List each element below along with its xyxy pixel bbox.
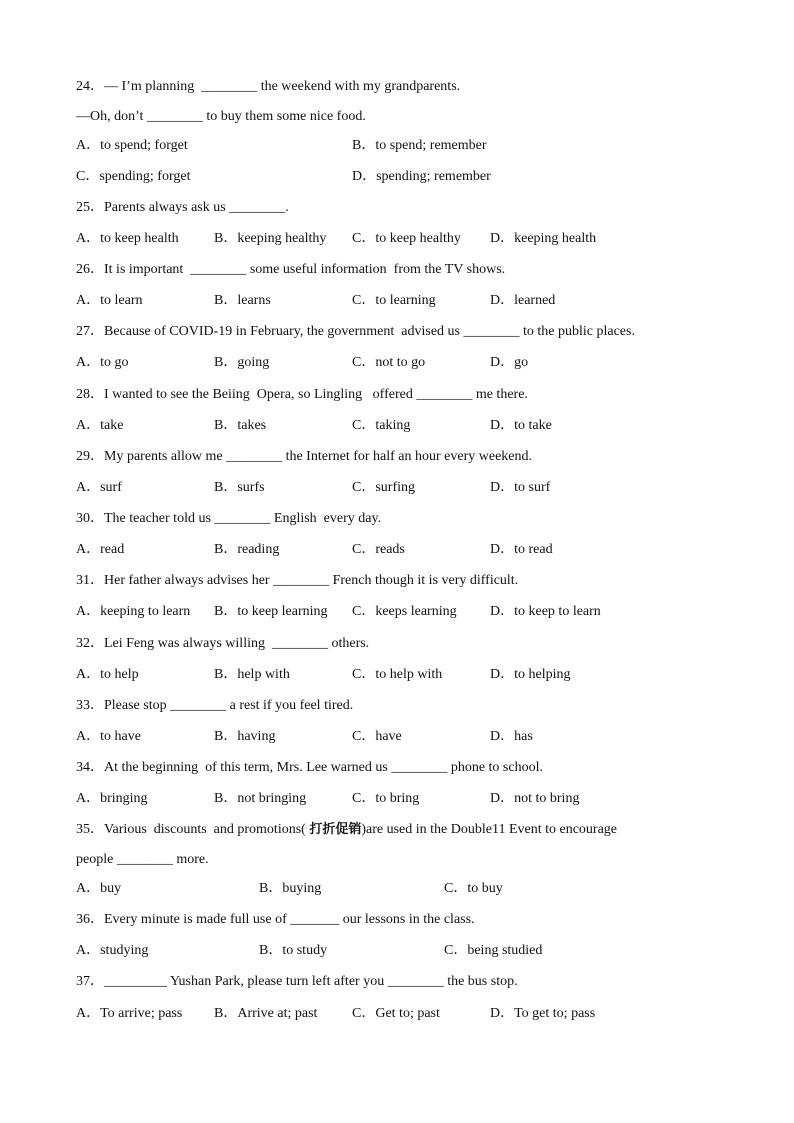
option-a[interactable]: A．to help	[76, 667, 139, 682]
option-b[interactable]: B．surfs	[214, 480, 265, 495]
option-c[interactable]: C．not to go	[352, 355, 426, 370]
question-27-options	[76, 354, 736, 372]
option-d[interactable]: D．keeping health	[490, 231, 597, 246]
option-a[interactable]: A．keeping to learn	[76, 604, 191, 619]
question-33-stem: 33．Please stop ________ a rest if you feel tired.	[76, 698, 354, 713]
option-d[interactable]: D．To get to; pass	[490, 1006, 596, 1021]
question-35-stem: 35．Various discounts and promotions( 打折促销)are used in the Double11 Event to encourage	[76, 822, 618, 837]
question-28-stem: 28．I wanted to see the Beiing Opera, so Lingling offered ________ me there.	[76, 387, 528, 402]
option-c[interactable]: C．reads	[352, 542, 405, 557]
option-d[interactable]: D．to helping	[490, 667, 571, 682]
option-b[interactable]: B．to study	[259, 943, 328, 958]
question-32-options	[76, 666, 736, 684]
option-b[interactable]: B．not bringing	[214, 791, 307, 806]
option-b[interactable]: B．reading	[214, 542, 280, 557]
option-c[interactable]: C．to learning	[352, 293, 436, 308]
option-c[interactable]: C．surfing	[352, 480, 415, 495]
option-a[interactable]: A．to go	[76, 355, 129, 370]
question-25-options	[76, 230, 736, 248]
question-26-stem: 26．It is important ________ some useful information from the TV shows.	[76, 262, 506, 277]
option-a[interactable]: A．bringing	[76, 791, 148, 806]
option-c[interactable]: C．spending; forget	[76, 169, 191, 184]
option-d[interactable]: D．to keep to learn	[490, 604, 601, 619]
option-c[interactable]: C．to buy	[444, 881, 503, 896]
option-a[interactable]: A．to spend; forget	[76, 138, 188, 153]
question-37-stem: 37．_________ Yushan Park, please turn left after you ________ the bus stop.	[76, 974, 518, 989]
question-26-options	[76, 292, 736, 310]
question-37-options	[76, 1005, 736, 1023]
option-a[interactable]: A．to have	[76, 729, 141, 744]
question-31-options	[76, 603, 736, 621]
option-b[interactable]: B．learns	[214, 293, 271, 308]
option-a[interactable]: A．To arrive; pass	[76, 1006, 183, 1021]
question-24-stem-reply: —Oh, don’t ________ to buy them some nice food.	[76, 109, 366, 124]
option-b[interactable]: B．help with	[214, 667, 290, 682]
option-c[interactable]: C．have	[352, 729, 402, 744]
option-a[interactable]: A．to keep health	[76, 231, 179, 246]
question-25-stem: 25．Parents always ask us ________.	[76, 200, 289, 215]
question-35-stem-cont: people ________ more.	[76, 852, 209, 867]
question-29-options	[76, 479, 736, 497]
option-d[interactable]: D．to surf	[490, 480, 551, 495]
option-b[interactable]: B．to spend; remember	[352, 138, 487, 153]
option-d[interactable]: D．spending; remember	[352, 169, 491, 184]
question-34-stem: 34．At the beginning of this term, Mrs. Lee warned us ________ phone to school.	[76, 760, 543, 775]
question-30-stem: 30．The teacher told us ________ English every day.	[76, 511, 382, 526]
option-c[interactable]: C．to bring	[352, 791, 420, 806]
option-d[interactable]: D．has	[490, 729, 533, 744]
question-36-options	[76, 942, 736, 960]
option-c[interactable]: C．being studied	[444, 943, 543, 958]
option-d[interactable]: D．go	[490, 355, 529, 370]
question-30-options	[76, 541, 736, 559]
option-b[interactable]: B．having	[214, 729, 276, 744]
option-b[interactable]: B．going	[214, 355, 270, 370]
question-34-options	[76, 790, 736, 808]
question-28-options	[76, 417, 736, 435]
option-d[interactable]: D．to take	[490, 418, 552, 433]
option-a[interactable]: A．studying	[76, 943, 149, 958]
question-24-options-row-2	[76, 168, 736, 186]
option-d[interactable]: D．learned	[490, 293, 556, 308]
option-c[interactable]: C．Get to; past	[352, 1006, 440, 1021]
question-35-options	[76, 880, 736, 898]
option-a[interactable]: A．take	[76, 418, 124, 433]
question-29-stem: 29．My parents allow me ________ the Internet for half an hour every weekend.	[76, 449, 533, 464]
option-a[interactable]: A．read	[76, 542, 125, 557]
option-d[interactable]: D．to read	[490, 542, 553, 557]
option-a[interactable]: A．buy	[76, 881, 122, 896]
chinese-gloss: 打折促销	[309, 822, 362, 837]
option-a[interactable]: A．surf	[76, 480, 122, 495]
option-c[interactable]: C．to keep healthy	[352, 231, 461, 246]
option-c[interactable]: C．keeps learning	[352, 604, 457, 619]
question-24-stem: 24．— I’m planning ________ the weekend with my grandparents.	[76, 79, 461, 94]
option-b[interactable]: B．takes	[214, 418, 267, 433]
option-b[interactable]: B．Arrive at; past	[214, 1006, 318, 1021]
question-31-stem: 31．Her father always advises her ________ French though it is very difficult.	[76, 573, 519, 588]
question-33-options	[76, 728, 736, 746]
option-d[interactable]: D．not to bring	[490, 791, 580, 806]
question-27-stem: 27．Because of COVID-19 in February, the government advised us ________ to the public places.	[76, 324, 635, 339]
option-b[interactable]: B．keeping healthy	[214, 231, 327, 246]
option-c[interactable]: C．to help with	[352, 667, 443, 682]
option-b[interactable]: B．to keep learning	[214, 604, 328, 619]
option-b[interactable]: B．buying	[259, 881, 322, 896]
option-a[interactable]: A．to learn	[76, 293, 143, 308]
question-36-stem: 36．Every minute is made full use of _______ our lessons in the class.	[76, 912, 475, 927]
option-c[interactable]: C．taking	[352, 418, 411, 433]
question-32-stem: 32．Lei Feng was always willing ________ others.	[76, 636, 370, 651]
question-24-options-row-1	[76, 137, 736, 155]
